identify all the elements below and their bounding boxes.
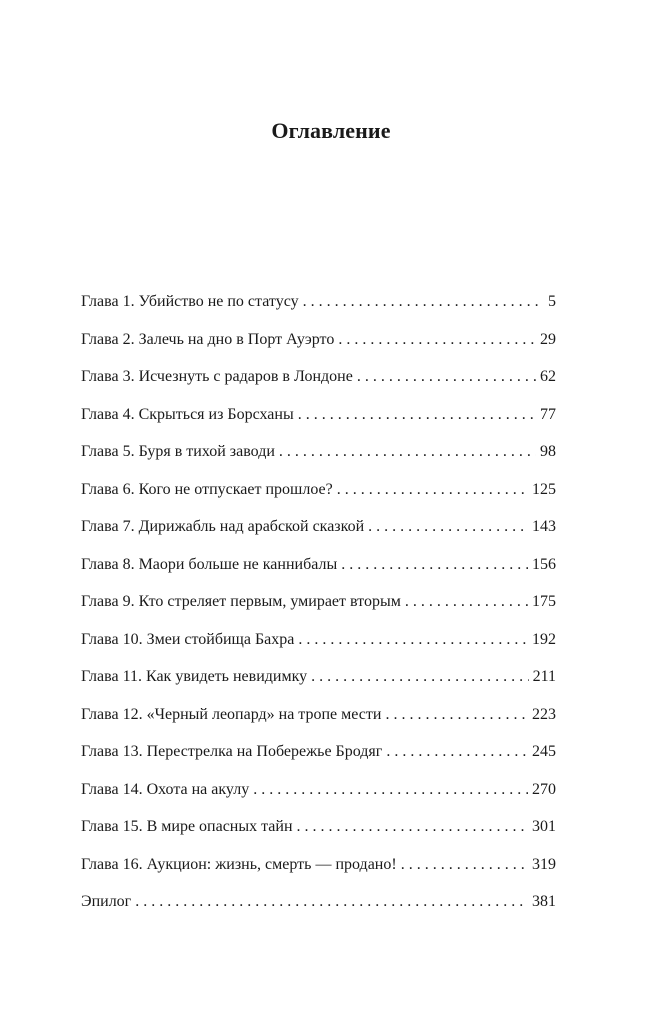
dot-leader xyxy=(135,888,528,916)
dot-leader xyxy=(385,701,528,729)
toc-entry-label: Глава 4. Скрыться из Борсханы xyxy=(81,405,294,423)
toc-entry-label: Глава 3. Исчезнуть с радаров в Лондоне xyxy=(81,368,353,385)
toc-entry-label: Глава 15. В мире опасных тайн xyxy=(81,818,293,835)
dot-leader xyxy=(298,626,528,654)
dot-leader xyxy=(401,851,528,879)
toc-entry-page: 156 xyxy=(532,555,556,573)
toc-entry-label: Эпилог xyxy=(81,893,132,910)
dot-leader xyxy=(279,438,536,466)
dot-leader xyxy=(357,363,536,391)
toc-entry xyxy=(81,363,556,401)
page-title: Оглавление xyxy=(271,118,391,143)
toc-entry xyxy=(81,326,556,364)
toc-entry-page: 77 xyxy=(540,405,556,423)
dot-leader xyxy=(338,326,536,354)
toc-entry-page: 125 xyxy=(532,480,556,498)
dot-leader xyxy=(253,776,528,804)
toc-entry xyxy=(81,776,556,814)
dot-leader xyxy=(298,401,536,429)
dot-leader xyxy=(386,738,528,766)
toc-entry-page: 319 xyxy=(532,855,556,873)
dot-leader xyxy=(368,513,528,541)
toc-entry-label: Глава 9. Кто стреляет первым, умирает вторым xyxy=(81,593,401,610)
toc-entry-label: Глава 11. Как увидеть невидимку xyxy=(81,668,308,685)
toc-entry xyxy=(81,851,556,889)
toc-entry-label: Глава 5. Буря в тихой заводи xyxy=(81,443,275,460)
toc-entry xyxy=(81,513,556,551)
toc-entry-label: Глава 2. Залечь на дно в Порт Ауэрто xyxy=(81,330,335,348)
toc-entry xyxy=(81,888,556,926)
toc-entry-label: Глава 7. Дирижабль над арабской сказкой xyxy=(81,518,365,535)
toc-entry-label: Глава 6. Кого не отпускает прошлое? xyxy=(81,480,333,498)
toc-entry-page: 301 xyxy=(532,818,556,835)
toc-entry xyxy=(81,476,556,514)
toc-entry-page: 175 xyxy=(532,593,556,610)
dot-leader xyxy=(337,476,528,504)
toc-entry-page: 381 xyxy=(532,893,556,910)
toc-entry-page: 211 xyxy=(532,668,556,685)
toc-entry-page: 245 xyxy=(532,743,556,760)
toc-entry-label: Глава 12. «Черный леопард» на тропе мести xyxy=(81,705,382,723)
dot-leader xyxy=(303,288,542,316)
table-of-contents xyxy=(81,288,556,926)
toc-entry-label: Глава 10. Змеи стойбища Бахра xyxy=(81,630,295,648)
toc-entry-label: Глава 13. Перестрелка на Побережье Бродяг xyxy=(81,743,383,760)
toc-entry-label: Глава 1. Убийство не по статусу xyxy=(81,293,299,310)
dot-leader xyxy=(405,588,528,616)
toc-entry xyxy=(81,288,556,326)
toc-entry xyxy=(81,738,556,776)
toc-entry-page: 192 xyxy=(532,630,556,648)
toc-entry-page: 29 xyxy=(540,330,556,348)
toc-entry xyxy=(81,701,556,739)
toc-entry xyxy=(81,663,556,701)
toc-entry-page: 223 xyxy=(532,705,556,723)
toc-entry xyxy=(81,438,556,476)
toc-entry-page: 62 xyxy=(540,368,556,385)
toc-entry xyxy=(81,626,556,664)
toc-entry xyxy=(81,813,556,851)
dot-leader xyxy=(311,663,528,691)
toc-entry-page: 5 xyxy=(548,293,556,310)
dot-leader xyxy=(341,551,528,579)
toc-entry-label: Глава 16. Аукцион: жизнь, смерть — продано! xyxy=(81,855,397,873)
toc-entry-label: Глава 8. Маори больше не каннибалы xyxy=(81,555,338,573)
toc-entry-label: Глава 14. Охота на акулу xyxy=(81,780,250,798)
toc-entry-page: 98 xyxy=(540,443,556,460)
toc-entry-page: 143 xyxy=(532,518,556,535)
toc-entry xyxy=(81,588,556,626)
toc-entry xyxy=(81,551,556,589)
toc-entry xyxy=(81,401,556,439)
dot-leader xyxy=(297,813,528,841)
toc-entry-page: 270 xyxy=(532,780,556,798)
